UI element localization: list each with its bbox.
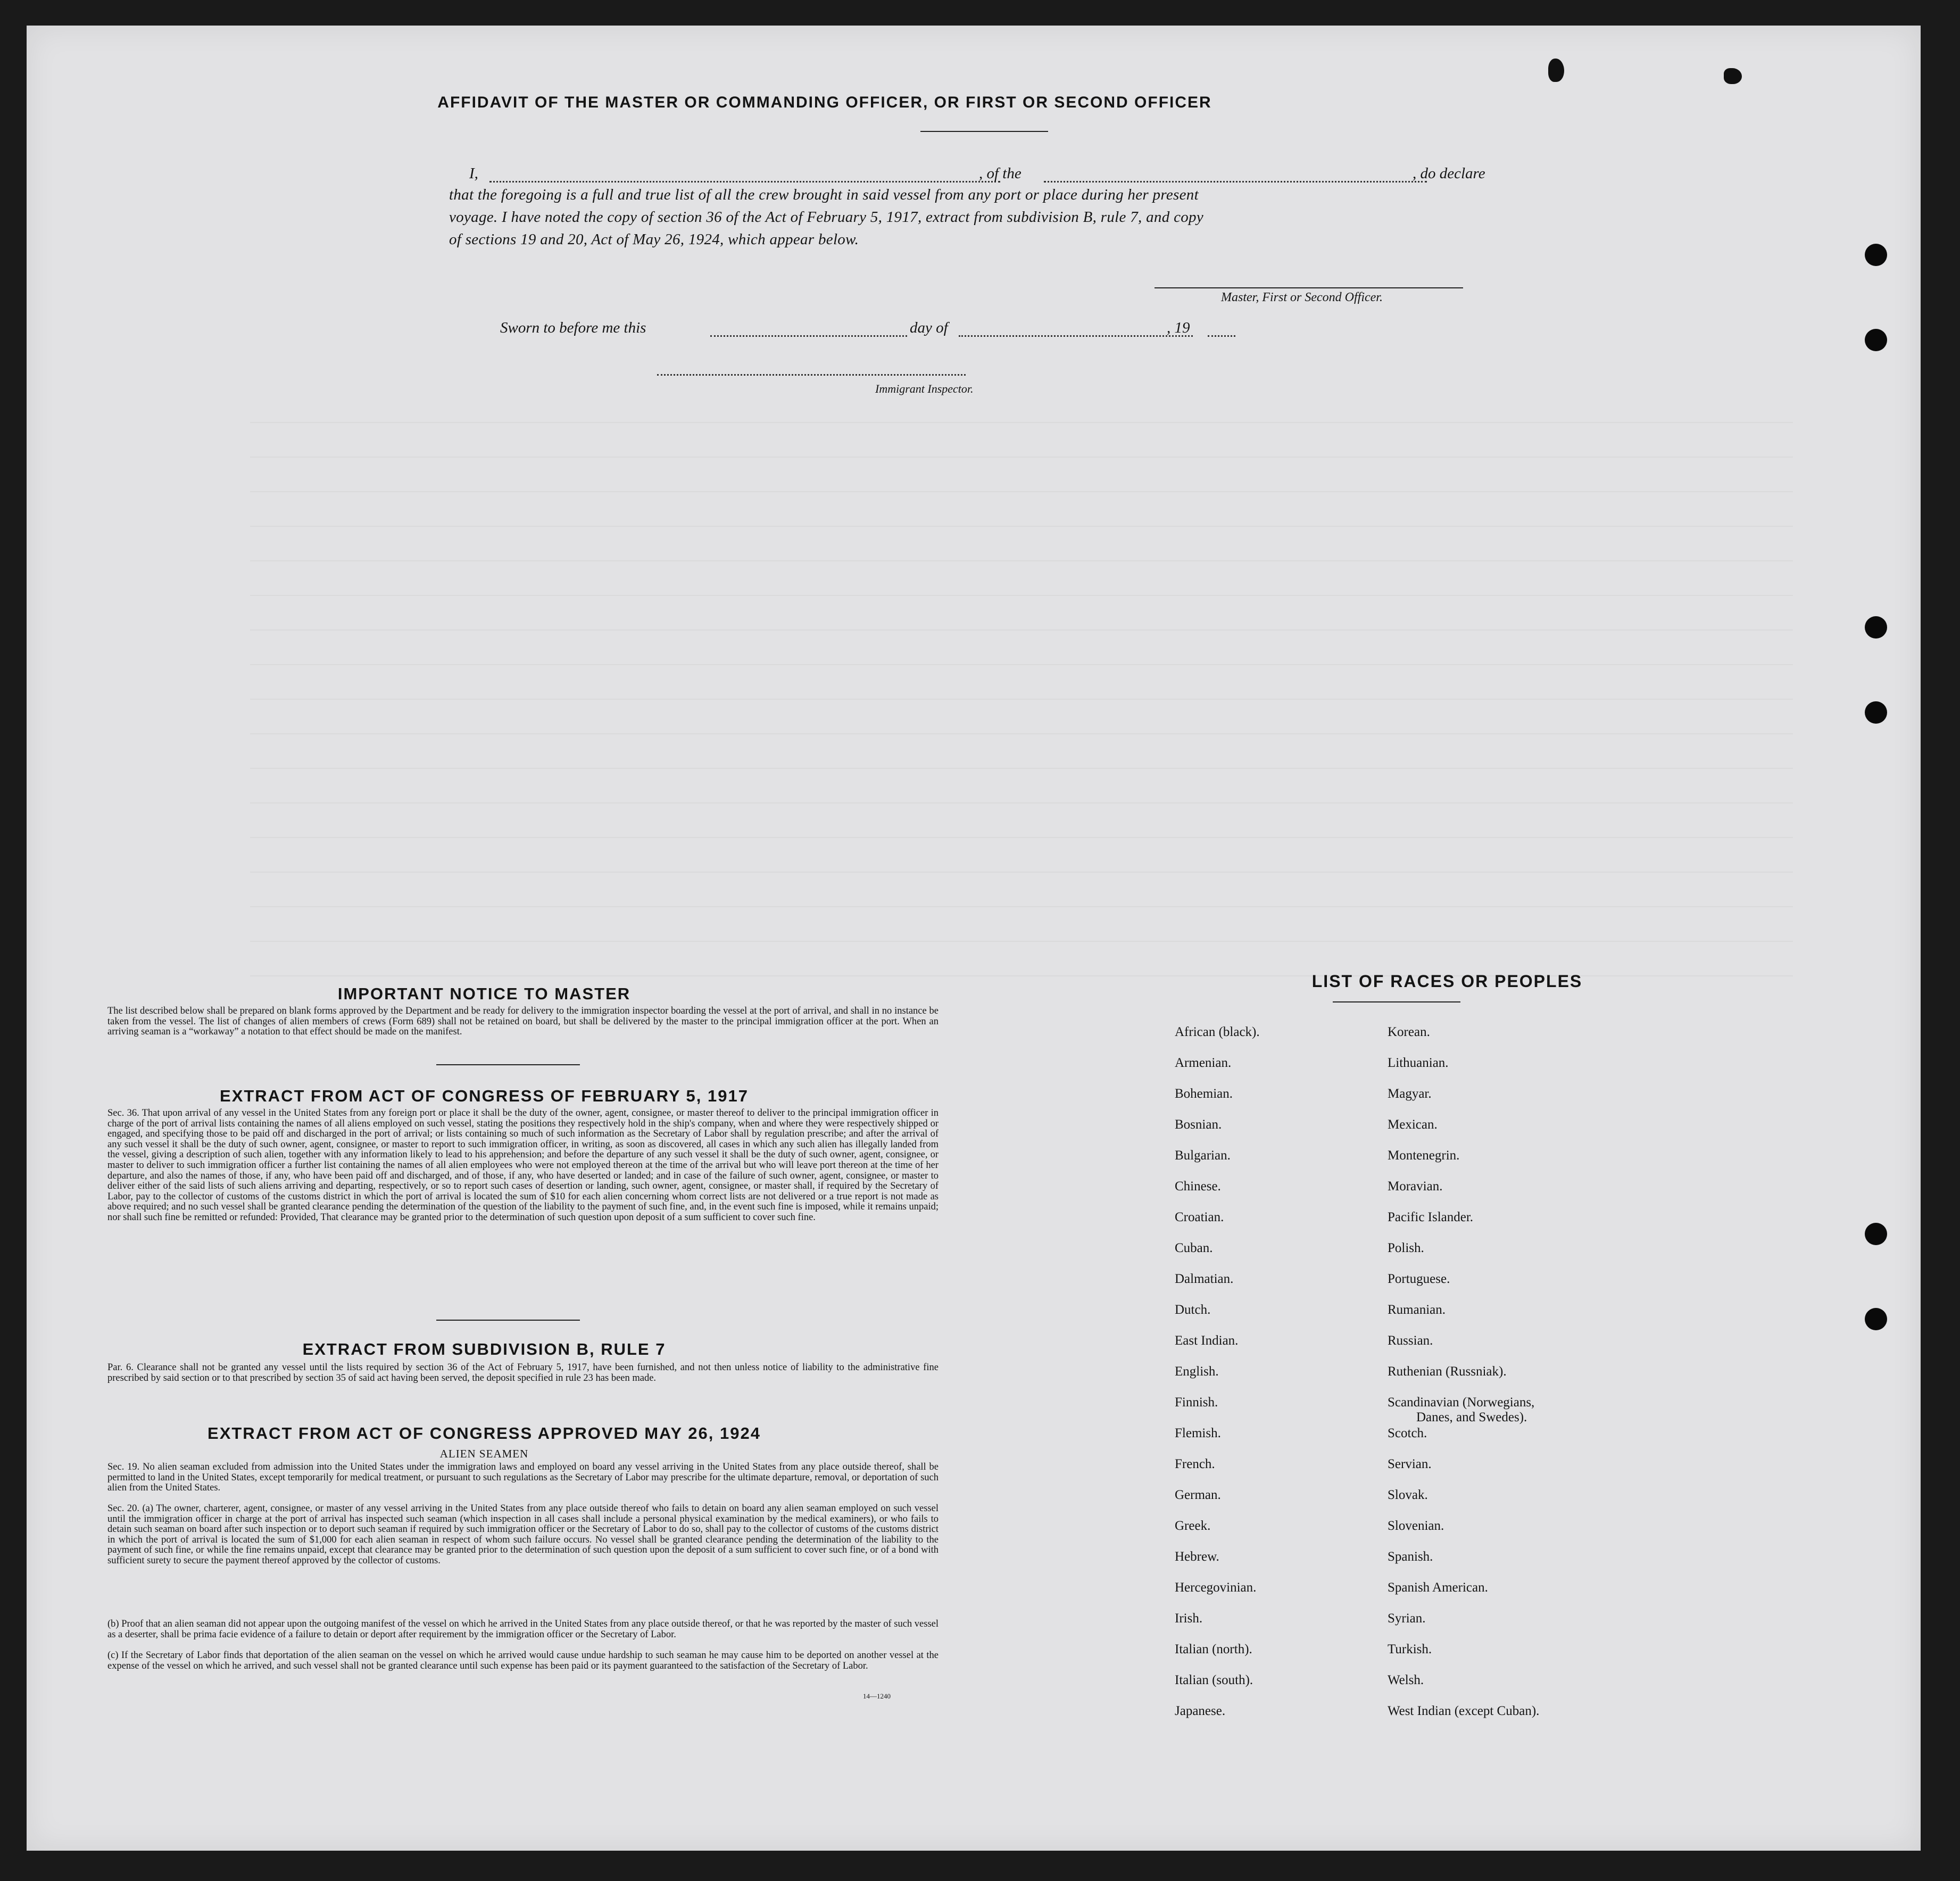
race-right: Slovak. (1388, 1488, 1428, 1502)
affidavit-i-label: I, (469, 165, 478, 182)
race-right: Welsh. (1388, 1673, 1424, 1687)
master-signature-label: Master, First or Second Officer. (1221, 291, 1383, 304)
race-right: Moravian. (1388, 1179, 1443, 1194)
paper-tear-mark (1724, 68, 1742, 84)
paper-tear-mark (1548, 59, 1564, 82)
race-left: Japanese. (1175, 1704, 1226, 1718)
affidavit-of-the-label: , of the (979, 165, 1021, 182)
race-left: French. (1175, 1457, 1215, 1471)
race-left: Finnish. (1175, 1395, 1218, 1410)
extract-1917-rule (436, 1320, 580, 1321)
race-right: West Indian (except Cuban). (1388, 1704, 1540, 1718)
race-left: Dutch. (1175, 1303, 1211, 1317)
race-left: Italian (south). (1175, 1673, 1253, 1687)
race-right: Mexican. (1388, 1117, 1438, 1132)
race-left: Armenian. (1175, 1056, 1232, 1070)
affidavit-title-rule (920, 131, 1048, 132)
affidavit-title: AFFIDAVIT OF THE MASTER OR COMMANDING OFFICER, OR FIRST OR SECOND OFFICER (437, 94, 1212, 111)
extract-rule7-body: Par. 6. Clearance shall not be granted any vessel until the lists required by section 36 of the Act of February 5, 1917, have been furnished, and not then unless notice of liability to the administrative fine prescribed by said section or to that prescribed by section 35 of said act having been served, the deposit specified in rule 23 has been made. (107, 1362, 939, 1383)
race-right: Lithuanian. (1388, 1056, 1449, 1070)
race-right: Servian. (1388, 1457, 1432, 1471)
punch-hole (1865, 244, 1887, 266)
form-number: 14—1240 (863, 1692, 891, 1700)
race-right: Scotch. (1388, 1426, 1427, 1440)
race-right: Polish. (1388, 1241, 1424, 1255)
master-signature-line[interactable] (1155, 287, 1463, 288)
race-left: Croatian. (1175, 1210, 1224, 1224)
notice-rule (436, 1064, 580, 1065)
race-left: Greek. (1175, 1519, 1211, 1533)
race-left: Italian (north). (1175, 1642, 1252, 1656)
race-right: Spanish American. (1388, 1580, 1488, 1595)
sec-19-body: Sec. 19. No alien seaman excluded from admission into the United States under the immigration laws and employed on board any vessel arriving in the United States from any place outside thereof, shall be permitted to land in the United States, except temporarily for medical treatment, or pursuant to such regulations as the Secretary of Labor may prescribe for the ultimate departure, removal, or deportation of such alien from the United States. (107, 1462, 939, 1494)
race-left: Dalmatian. (1175, 1272, 1234, 1286)
race-left: Irish. (1175, 1611, 1203, 1626)
race-right: Russian. (1388, 1333, 1433, 1348)
race-right: Magyar. (1388, 1087, 1432, 1101)
race-left: African (black). (1175, 1025, 1260, 1039)
affidavit-body-line-1: that the foregoing is a full and true list of all the crew brought in said vessel from any port or place during her present (449, 186, 1199, 203)
race-left: Flemish. (1175, 1426, 1221, 1440)
notice-title: IMPORTANT NOTICE TO MASTER (337, 984, 631, 1003)
race-left: Cuban. (1175, 1241, 1213, 1255)
notice-body: The list described below shall be prepared on blank forms approved by the Department and be ready for delivery to the immigration inspector boarding the vessel at the port of arrival, and shall in no instance be taken from the vessel. The list of changes of alien members of crews (Form 689) shall not be retained on board, but shall be delivered by the master to the principal immigration officer at the port. When an arriving seaman is a “workaway” a notation to that effect should be made on the manifest. (107, 1006, 939, 1038)
sworn-label: Sworn to before me this (500, 319, 646, 336)
race-left: Bosnian. (1175, 1117, 1222, 1132)
inspector-label: Immigrant Inspector. (875, 382, 974, 395)
day-of-label: day of (910, 319, 948, 336)
punch-hole (1865, 1223, 1887, 1245)
race-left: English. (1175, 1364, 1219, 1379)
extract-1917-title: EXTRACT FROM ACT OF CONGRESS OF FEBRUARY 5, 1917 (220, 1087, 749, 1105)
sworn-month-blank[interactable] (959, 335, 1193, 337)
manifest-sheet (27, 26, 1921, 1851)
sec-20c-body: (c) If the Secretary of Labor finds that deportation of the alien seaman on the vessel on which he arrived would cause undue hardship to such seaman he may cause him to be deported on another vessel at the expense of the vessel on which he arrived, and such vessel shall not be granted clearance until such expense has been paid or its payment guaranteed to the satisfaction of the Secretary of Labor. (107, 1650, 939, 1671)
race-left: Bulgarian. (1175, 1148, 1231, 1163)
races-title-rule (1333, 1001, 1460, 1002)
extract-1924-title: EXTRACT FROM ACT OF CONGRESS APPROVED MAY 26, 1924 (207, 1424, 761, 1443)
alien-seamen-subtitle: ALIEN SEAMEN (439, 1447, 529, 1460)
affidavit-body-line-3: of sections 19 and 20, Act of May 26, 1924, which appear below. (449, 231, 859, 248)
race-left: Hercegovinian. (1175, 1580, 1257, 1595)
sworn-day-blank[interactable] (710, 335, 907, 337)
punch-hole (1865, 329, 1887, 351)
race-right: Portuguese. (1388, 1272, 1450, 1286)
race-right: Rumanian. (1388, 1303, 1446, 1317)
race-right: Ruthenian (Russniak). (1388, 1364, 1507, 1379)
vessel-blank[interactable] (1044, 181, 1427, 183)
sec-20b-body: (b) Proof that an alien seaman did not appear upon the outgoing manifest of the vessel on which he arrived in the United States from any place outside thereof, or that he was reported by the master of such vessel as a deserter, shall be prima facie evidence of a failure to detain or deport after requirement by the immigration officer or the Secretary of Labor. (107, 1619, 939, 1640)
inspector-signature-line[interactable] (657, 374, 966, 376)
punch-hole (1865, 1308, 1887, 1330)
affidavit-do-declare-label: , do declare (1413, 165, 1485, 182)
sworn-year-blank[interactable] (1208, 335, 1235, 337)
extract-rule7-title: EXTRACT FROM SUBDIVISION B, RULE 7 (302, 1340, 666, 1358)
punch-hole (1865, 616, 1887, 639)
race-right: Scandinavian (Norwegians, (1388, 1395, 1535, 1410)
race-right: Montenegrin. (1388, 1148, 1460, 1163)
affidavit-body-line-2: voyage. I have noted the copy of section 36 of the Act of February 5, 1917, extract from subdivision B, rule 7, and copy (449, 209, 1204, 226)
punch-hole (1865, 701, 1887, 724)
name-blank[interactable] (489, 181, 1000, 183)
race-left: Chinese. (1175, 1179, 1221, 1194)
race-right: Spanish. (1388, 1549, 1433, 1564)
race-left: Bohemian. (1175, 1087, 1233, 1101)
race-right: Pacific Islander. (1388, 1210, 1474, 1224)
race-right: Korean. (1388, 1025, 1430, 1039)
race-right: Syrian. (1388, 1611, 1426, 1626)
race-right: Slovenian. (1388, 1519, 1444, 1533)
year-label: , 19 (1167, 319, 1190, 336)
race-left: Hebrew. (1175, 1549, 1219, 1564)
races-title: LIST OF RACES OR PEOPLES (1311, 972, 1583, 991)
race-left: East Indian. (1175, 1333, 1239, 1348)
race-left: German. (1175, 1488, 1221, 1502)
extract-1917-body: Sec. 36. That upon arrival of any vessel in the United States from any foreign port or place it shall be the duty of the owner, agent, consignee, or master thereof to deliver to the principal immigration officer in charge of the port of arrival lists containing the names of all aliens employed on such vessel, stating the positions they respectively hold in the ship's company, when and where they were respectively shipped or engaged, and specifying those to be paid off and discharged in the port of arrival; or lists containing so much of such information as the Secretary of Labor shall by regulation prescribe; and after the arrival of any such vessel it shall be the duty of such owner, agent, consignee, or master to report to such immigration officer, in writing, as soon as discovered, all cases in which any such alien has illegally landed from the vessel, giving a description of such alien, together with any information likely to lead to his apprehension; and before the departure of any such vessel it shall be the duty of such owner, agent, consignee, or master to deliver to such immigration officer a further list containing the names of all alien employees who were not employed thereon at the time of the arrival but who will leave port thereon at the time of her departure, and also the names of those, if any, who have been paid off and discharged, and of those, if any, who have deserted or landed; and in case of the failure of such owner, agent, consignee, or master to deliver either of the said lists of such aliens arriving and departing, respectively, or so to report such cases of desertion or landing, such owner, agent, consignee, or master shall, if required by the Secretary of Labor, pay to the collector of customs of the customs district in which the port of arrival is located the sum of $10 for each alien concerning whom correct lists are not delivered or a true report is not made as above required; and no such vessel shall be granted clearance pending the determination of the question of the liability to the payment of such fine, and, in the event such fine is imposed, while it remains unpaid; nor shall such fine be remitted or refunded: Provided, That clearance may be granted prior to the determination of such question upon deposit of a sum sufficient to cover such fine. (107, 1108, 939, 1223)
sec-20a-body: Sec. 20. (a) The owner, charterer, agent, consignee, or master of any vessel arriving in the United States from any place outside thereof who fails to detain on board any alien seaman employed on such vessel until the immigration officer in charge at the port of arrival has inspected such seaman (which inspection in all cases shall include a personal physical examination by the medical examiners), or who fails to detain such seaman on board after such inspection or to deport such seaman if required by such immigration officer or the Secretary of Labor to do so, shall pay to the collector of customs of the customs district in which the port of arrival is located the sum of $1,000 for each alien seaman in respect of whom such failure occurs. No vessel shall be granted clearance pending the determination of the liability to the payment of such fine, or while the fine remains unpaid, except that clearance may be granted prior to the determination of such question upon the deposit of a sum sufficient to cover such fine, or of a bond with sufficient surety to secure the payment thereof approved by the collector of customs. (107, 1503, 939, 1566)
race-right: Turkish. (1388, 1642, 1432, 1656)
race-right-continuation: Danes, and Swedes). (1416, 1410, 1527, 1424)
